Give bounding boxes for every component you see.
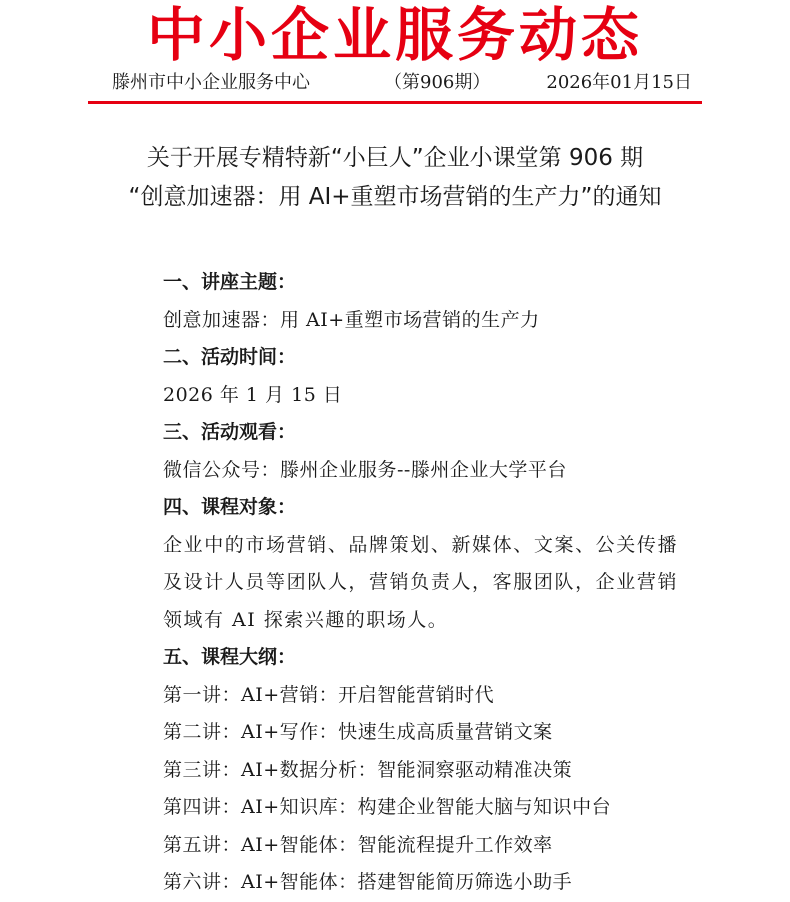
notice-title-line-1: 关于开展专精特新“小巨人”企业小课堂第 906 期: [146, 145, 644, 171]
section-heading-time: 二、活动时间：: [163, 346, 297, 368]
masthead-title: 中小企业服务动态: [146, 1, 643, 69]
issue-line: [112, 70, 692, 96]
section-text-watch: 微信公众号：滕州企业服务--滕州企业大学平台: [163, 458, 567, 481]
section-heading-outline: 五、课程大纲：: [163, 646, 297, 668]
section-heading-topic: 一、讲座主题：: [163, 271, 297, 293]
outline-item: 第一讲：AI+营销：开启智能营销时代: [163, 683, 495, 706]
outline-item: 第四讲：AI+知识库：构建企业智能大脑与知识中台: [163, 796, 612, 818]
section-text-topic: 创意加速器：用 AI+重塑市场营销的生产力: [163, 308, 540, 331]
notice-body: [163, 264, 678, 902]
section-heading-watch: 三、活动观看：: [163, 421, 297, 443]
outline-item: 第三讲：AI+数据分析：智能洞察驱动精准决策: [163, 758, 573, 781]
section-heading-audience: 四、课程对象：: [163, 496, 297, 518]
section-text-audience: 企业中的市场营销、品牌策划、新媒体、文案、公关传播及设计人员等团队人，营销负责人，客服团队，企业营销领域有 AI 探索兴趣的职场人。: [163, 533, 678, 631]
outline-item: 第六讲：AI+智能体：搭建智能简历筛选小助手: [163, 871, 573, 893]
issue-number: （第906期）: [384, 72, 491, 93]
publisher-name: 滕州市中小企业服务中心: [112, 72, 310, 93]
issue-date: 2026年01月15日: [546, 72, 692, 93]
section-text-time: 2026 年 1 月 15 日: [163, 383, 343, 406]
notice-title-line-2: “创意加速器：用 AI+重塑市场营销的生产力”的通知: [128, 184, 662, 210]
outline-item: 第五讲：AI+智能体：智能流程提升工作效率: [163, 833, 553, 856]
outline-item: 第二讲：AI+写作：快速生成高质量营销文案: [163, 721, 553, 743]
masthead-divider: [88, 101, 702, 104]
